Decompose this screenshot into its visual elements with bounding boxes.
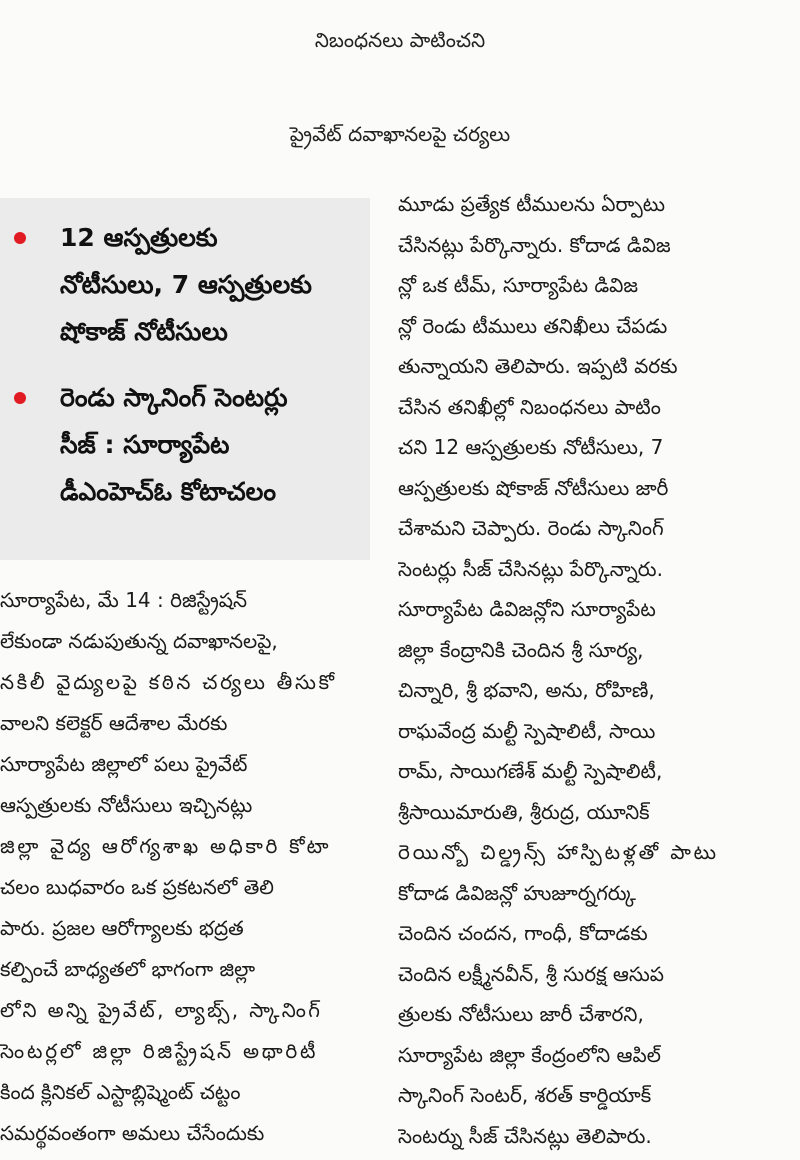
article-line: రెయిన్బో చిల్డ్రన్స్ హాస్పిటళ్లతో పాటు [398,840,719,864]
article-line: జిల్లా కేంద్రానికి చెందిన శ్రీ సూర్య, [398,637,644,662]
highlight-line: డీఎంహెచ్ఓ కోటాచలం [60,477,277,506]
article-line: ఆస్పత్రులకు నోటీసులు ఇచ్చినట్లు [0,793,253,817]
bullet-dot-icon [14,232,26,244]
article-line: పారు. ప్రజల ఆరోగ్యాలకు భద్రత [0,916,244,940]
article-line: ఆస్పత్రులకు షోకాజ్ నోటీసులు జారీ [398,475,669,500]
article-line: చని 12 ఆస్పత్రులకు నోటీసులు, 7 [398,435,664,459]
highlight-line: 12 ఆస్పత్రులకు [60,223,218,252]
article-line: న్లో ఒక టీమ్, సూర్యాపేట డివిజ [398,273,639,297]
article-line: మూడు ప్రత్యేక టీములను ఏర్పాటు [398,192,666,216]
article-line: తున్నాయని తెలిపారు. ఇప్పటి వరకు [398,354,678,378]
article-line: శ్రీసాయిమారుతి, శ్రీరుద్ర, యూనిక్ [398,799,650,824]
highlight-line: సీజ్ : సూర్యాపేట [60,430,230,459]
article-line: కల్పించే బాధ్యతలో భాగంగా జిల్లా [0,957,256,981]
article-line: నకిలీ వైద్యులపై కఠిన చర్యలు తీసుకో [0,670,337,694]
article-line: లేకుండా నడుపుతున్న దవాఖానలపై, [0,629,278,653]
article-line: సెంటర్ను సీజ్ చేసినట్లు తెలిపారు. [398,1123,652,1148]
article-line: సెంటర్లలో జిల్లా రిజిస్ట్రేషన్ అథారిటీ [0,1039,319,1063]
highlight-line: షోకాజ్ నోటీసులు [60,317,228,346]
highlight-line: నోటీసులు, 7 ఆస్పత్రులకు [60,270,312,299]
article-line: సూర్యాపేట, మే 14 : రిజిస్ట్రేషన్ [0,588,248,612]
article-line: సూర్యాపేట డివిజన్లోని సూర్యాపేట [398,597,656,621]
headline-line-2: ప్రైవేట్ దవాఖానలపై చర్యలు [289,122,511,146]
bullet-dot-icon [14,392,26,404]
article-line: కింద క్లినికల్ ఎస్టాబ్లిష్మెంట్ చట్టం [0,1080,241,1104]
article-line: వాలని కలెక్టర్ ఆదేశాల మేరకు [0,711,228,735]
headline-line-1: నిబంధనలు పాటించని [314,28,486,52]
highlight-line: రెండు స్కానింగ్ సెంటర్లు [60,383,288,412]
article-line: కోదాడ డివిజన్లో హుజూర్నగర్కు [398,880,636,905]
article-line: చేసినట్లు పేర్కొన్నారు. కోదాడ డివిజ [398,232,671,257]
article-line: చెందిన చందన, గాంధీ, కోదాడకు [398,921,648,945]
article-line: సమర్థవంతంగా అమలు చేసేందుకు [0,1121,265,1145]
article-line: రామ్, సాయిగణేశ్ మల్టీ స్పెషాలిటీ, [398,759,663,783]
article-line: చలం బుధవారం ఒక ప్రకటనలో తెలి [0,875,274,899]
article-line: స్కానింగ్ సెంటర్, శరత్ కార్డియాక్ [398,1083,652,1107]
article-line: సూర్యాపేట జిల్లా కేంద్రంలోని ఆపిల్ [398,1042,661,1067]
article-line: త్రులకు నోటీసులు జారీ చేశారని, [398,1002,644,1026]
article-line: లోని అన్ని ప్రైవేట్, ల్యాబ్స్, స్కానింగ్ [0,998,323,1022]
article-line: న్లో రెండు టీములు తనిఖీలు చేపడు [398,313,668,338]
article-line: చేసిన తనిఖీల్లో నిబంధనలు పాటిం [398,394,661,419]
article-line: రాఘవేంద్ర మల్టీ స్పెషాలిటీ, సాయి [398,718,656,743]
highlights-box [0,198,370,560]
article-line: చేశామని చెప్పారు. రెండు స్కానింగ్ [398,516,664,540]
article-line: చిన్నారి, శ్రీ భవాని, అను, రోహిణి, [398,678,655,702]
article-line: చెందిన లక్ష్మీనవీన్, శ్రీ సురక్ష ఆసుప [398,961,665,986]
article-line: సూర్యాపేట జిల్లాలో పలు ప్రైవేట్ [0,752,248,776]
article-line: సెంటర్లు సీజ్ చేసినట్లు పేర్కొన్నారు. [398,556,663,581]
article-line: జిల్లా వైద్య ఆరోగ్యశాఖ అధికారి కోటా [0,834,332,858]
